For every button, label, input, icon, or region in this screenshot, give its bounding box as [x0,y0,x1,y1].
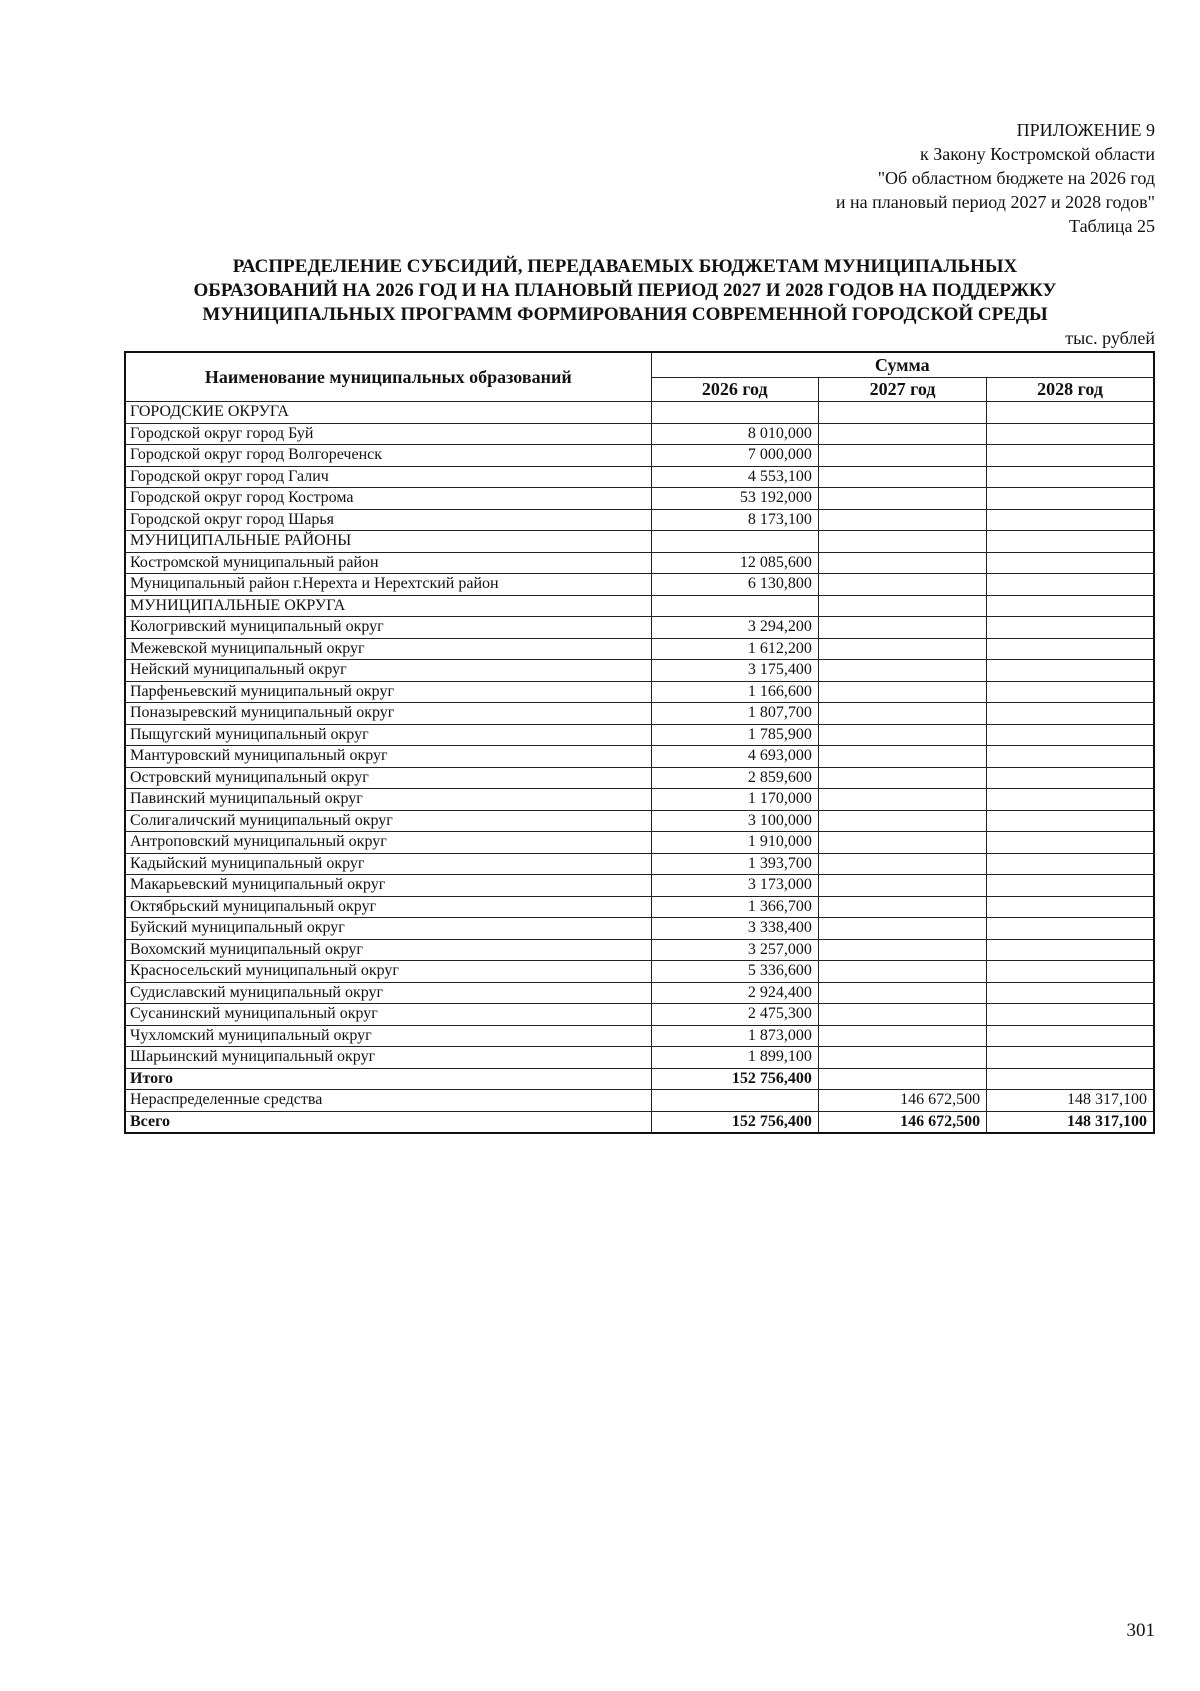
cell-name: Макарьевский муниципальный округ [125,875,651,897]
cell-2026 [651,531,818,553]
cell-2027 [818,918,986,940]
cell-2027 [818,810,986,832]
cell-2027 [818,789,986,811]
table-row [125,853,1154,875]
cell-2027 [818,961,986,983]
table-row [125,1004,1154,1026]
cell-name: Межевской муниципальный округ [125,638,651,660]
cell-2026: 3 294,200 [651,617,818,639]
cell-name: Солигаличский муниципальный округ [125,810,651,832]
cell-2027 [818,724,986,746]
cell-2028 [987,1004,1154,1026]
cell-name: ГОРОДСКИЕ ОКРУГА [125,402,651,424]
table-row [125,552,1154,574]
units-label: тыс. рублей [1065,328,1155,348]
cell-2028 [987,681,1154,703]
table-row [125,402,1154,424]
cell-2027 [818,853,986,875]
cell-name: Городской округ город Шарья [125,509,651,531]
cell-name: МУНИЦИПАЛЬНЫЕ РАЙОНЫ [125,531,651,553]
cell-name: Костромской муниципальный район [125,552,651,574]
cell-2026: 2 475,300 [651,1004,818,1026]
cell-name: Павинский муниципальный округ [125,789,651,811]
cell-2027 [818,638,986,660]
cell-name: Городской округ город Буй [125,423,651,445]
cell-2028 [987,853,1154,875]
cell-2028: 148 317,100 [987,1090,1154,1112]
cell-2027 [818,617,986,639]
cell-2028 [987,617,1154,639]
cell-2026: 3 175,400 [651,660,818,682]
cell-2028 [987,445,1154,467]
header-2028: 2028 год [987,377,1154,401]
title-line2: ОБРАЗОВАНИЙ НА 2026 ГОД И НА ПЛАНОВЫЙ ПЕРИОД 2027 И 2028 ГОДОВ НА ПОДДЕРЖКУ [193,280,1057,301]
cell-name: Судиславский муниципальный округ [125,982,651,1004]
cell-2026: 5 336,600 [651,961,818,983]
table-row [125,939,1154,961]
cell-2027 [818,509,986,531]
cell-2028 [987,810,1154,832]
cell-name: Нейский муниципальный округ [125,660,651,682]
cell-2026: 6 130,800 [651,574,818,596]
cell-2026: 152 756,400 [651,1111,818,1133]
header-2027: 2027 год [818,377,986,401]
cell-2027 [818,445,986,467]
cell-2026: 12 085,600 [651,552,818,574]
table-row [125,574,1154,596]
cell-2028: 148 317,100 [987,1111,1154,1133]
cell-2027 [818,1068,986,1090]
cell-2026: 53 192,000 [651,488,818,510]
cell-2027 [818,402,986,424]
cell-name: Итого [125,1068,651,1090]
table-row [125,724,1154,746]
subsidy-table [124,351,1155,1134]
cell-name: Нераспределенные средства [125,1090,651,1112]
cell-2028 [987,423,1154,445]
header-sum: Сумма [651,352,1154,377]
cell-2028 [987,918,1154,940]
cell-2026: 2 859,600 [651,767,818,789]
table-row [125,789,1154,811]
cell-2027 [818,1047,986,1069]
cell-2028 [987,1025,1154,1047]
cell-2027 [818,423,986,445]
cell-name: Мантуровский муниципальный округ [125,746,651,768]
cell-name: Пыщугский муниципальный округ [125,724,651,746]
cell-2026: 1 170,000 [651,789,818,811]
cell-2027 [818,982,986,1004]
cell-2026: 1 393,700 [651,853,818,875]
cell-2027 [818,832,986,854]
cell-2028 [987,402,1154,424]
cell-2028 [987,832,1154,854]
cell-2027: 146 672,500 [818,1111,986,1133]
cell-2027: 146 672,500 [818,1090,986,1112]
cell-2028 [987,595,1154,617]
table-row [125,1047,1154,1069]
cell-2028 [987,982,1154,1004]
cell-2026: 7 000,000 [651,445,818,467]
cell-2026: 1 785,900 [651,724,818,746]
cell-name: Вохомский муниципальный округ [125,939,651,961]
cell-name: Островский муниципальный округ [125,767,651,789]
cell-2028 [987,703,1154,725]
cell-2028 [987,531,1154,553]
title-line1: РАСПРЕДЕЛЕНИЕ СУБСИДИЙ, ПЕРЕДАВАЕМЫХ БЮДЖЕТАМ МУНИЦИПАЛЬНЫХ [232,256,1018,277]
cell-2027 [818,1004,986,1026]
table-row [125,703,1154,725]
table-row [125,982,1154,1004]
table-row [125,1068,1154,1090]
cell-2026: 8 173,100 [651,509,818,531]
document-title [125,255,1125,327]
cell-2028 [987,767,1154,789]
appendix-label: ПРИЛОЖЕНИЕ 9 [1016,120,1155,140]
cell-2026: 1 366,700 [651,896,818,918]
cell-2027 [818,552,986,574]
cell-2027 [818,681,986,703]
header-2026: 2026 год [651,377,818,401]
cell-2026 [651,1090,818,1112]
cell-2026: 1 166,600 [651,681,818,703]
cell-2027 [818,939,986,961]
cell-2026: 1 899,100 [651,1047,818,1069]
cell-2028 [987,875,1154,897]
cell-2028 [987,939,1154,961]
table-row [125,896,1154,918]
cell-name: Октябрьский муниципальный округ [125,896,651,918]
cell-2026: 3 173,000 [651,875,818,897]
cell-name: Красносельский муниципальный округ [125,961,651,983]
cell-2028 [987,896,1154,918]
cell-name: Чухломский муниципальный округ [125,1025,651,1047]
cell-name: Кологривский муниципальный округ [125,617,651,639]
cell-2027 [818,896,986,918]
cell-2026: 1 807,700 [651,703,818,725]
cell-name: Сусанинский муниципальный округ [125,1004,651,1026]
table-row [125,488,1154,510]
cell-2026: 1 910,000 [651,832,818,854]
table-row [125,617,1154,639]
cell-2027 [818,595,986,617]
law-reference: к Закону Костромской области [919,144,1155,164]
table-row [125,832,1154,854]
table-number: Таблица 25 [1069,216,1155,236]
cell-2028 [987,638,1154,660]
table-row [125,961,1154,983]
table-row [125,1111,1154,1133]
cell-2026: 4 553,100 [651,466,818,488]
cell-name: Всего [125,1111,651,1133]
table-row [125,1090,1154,1112]
cell-name: Буйский муниципальный округ [125,918,651,940]
cell-2028 [987,1068,1154,1090]
table-row [125,810,1154,832]
cell-2027 [818,574,986,596]
table-row [125,466,1154,488]
cell-2027 [818,875,986,897]
cell-name: Шарьинский муниципальный округ [125,1047,651,1069]
cell-2027 [818,660,986,682]
cell-2026: 1 612,200 [651,638,818,660]
cell-2026: 152 756,400 [651,1068,818,1090]
table-row [125,767,1154,789]
cell-2028 [987,724,1154,746]
cell-2027 [818,466,986,488]
cell-2026: 3 338,400 [651,918,818,940]
cell-2026: 8 010,000 [651,423,818,445]
table-row [125,660,1154,682]
cell-2026 [651,595,818,617]
cell-2026: 2 924,400 [651,982,818,1004]
cell-2026: 3 100,000 [651,810,818,832]
cell-2028 [987,789,1154,811]
table-row [125,509,1154,531]
cell-2028 [987,1047,1154,1069]
cell-name: МУНИЦИПАЛЬНЫЕ ОКРУГА [125,595,651,617]
cell-2028 [987,746,1154,768]
cell-2027 [818,767,986,789]
cell-2028 [987,660,1154,682]
cell-name: Муниципальный район г.Нерехта и Нерехтский район [125,574,651,596]
cell-name: Городской округ город Кострома [125,488,651,510]
header-name: Наименование муниципальных образований [125,352,651,402]
law-title-line1: "Об областном бюджете на 2026 год [877,168,1155,188]
cell-2027 [818,746,986,768]
cell-name: Парфеньевский муниципальный округ [125,681,651,703]
cell-2028 [987,552,1154,574]
cell-2028 [987,488,1154,510]
document-header [836,118,1155,238]
cell-name: Поназыревский муниципальный округ [125,703,651,725]
cell-2026: 1 873,000 [651,1025,818,1047]
cell-name: Городской округ город Галич [125,466,651,488]
cell-2027 [818,1025,986,1047]
table-row [125,746,1154,768]
table-row [125,681,1154,703]
table-row [125,445,1154,467]
cell-2027 [818,488,986,510]
cell-name: Антроповский муниципальный округ [125,832,651,854]
table-row [125,638,1154,660]
law-title-line2: и на плановый период 2027 и 2028 годов" [835,192,1155,212]
cell-name: Городской округ город Волгореченск [125,445,651,467]
table-row [125,918,1154,940]
cell-name: Кадыйский муниципальный округ [125,853,651,875]
cell-2027 [818,703,986,725]
cell-2027 [818,531,986,553]
cell-2028 [987,961,1154,983]
table-row [125,595,1154,617]
page-number: 301 [1126,1620,1155,1641]
cell-2028 [987,466,1154,488]
cell-2026: 4 693,000 [651,746,818,768]
cell-2028 [987,509,1154,531]
table-row [125,875,1154,897]
cell-2026 [651,402,818,424]
table-row [125,1025,1154,1047]
table-row [125,531,1154,553]
cell-2028 [987,574,1154,596]
title-line3: МУНИЦИПАЛЬНЫХ ПРОГРАММ ФОРМИРОВАНИЯ СОВРЕМЕННОЙ ГОРОДСКОЙ СРЕДЫ [202,304,1048,325]
table-row [125,423,1154,445]
cell-2026: 3 257,000 [651,939,818,961]
